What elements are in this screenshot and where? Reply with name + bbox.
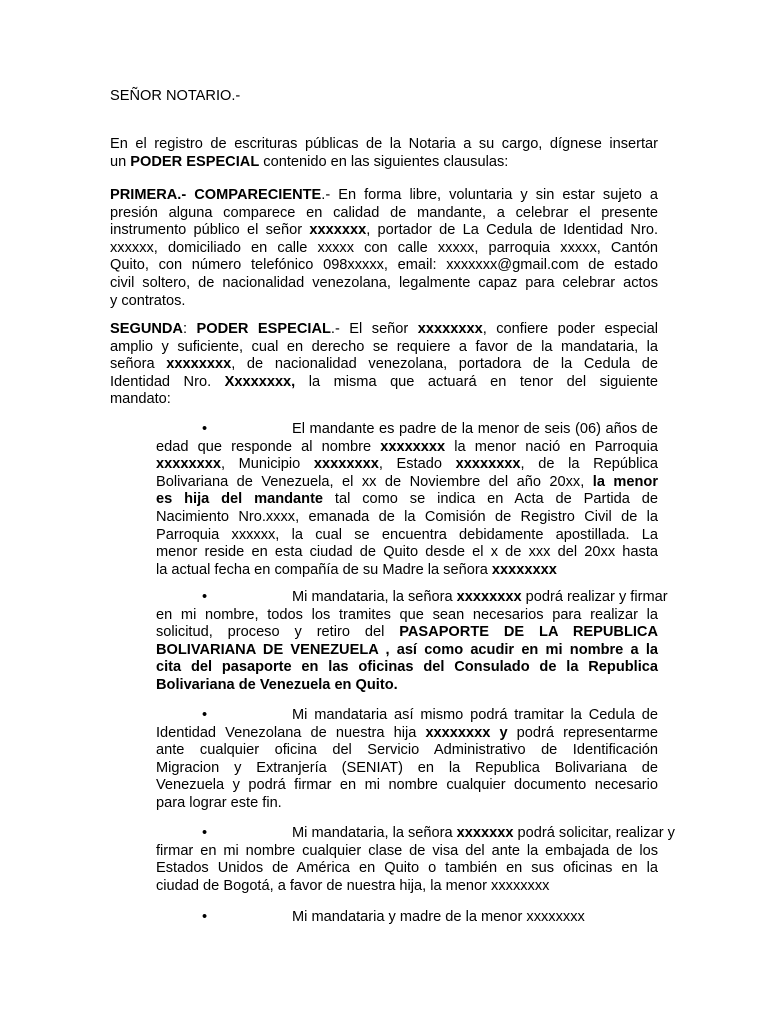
- heading: SEÑOR NOTARIO.-: [110, 88, 241, 104]
- text-run: y contratos.: [110, 292, 186, 309]
- text-run: Nacimiento Nro.xxxx, emanada de la Comisión de Registro Civil de la: [156, 508, 658, 525]
- text-line: [110, 257, 658, 275]
- bold-text: xxxxxxxx: [166, 356, 232, 373]
- text-run: , confiere poder especial: [482, 321, 659, 337]
- text-line: [156, 642, 658, 660]
- text-run: ante cualquier oficina del Servicio Administrativo de Identificación: [156, 742, 658, 759]
- text-line: [156, 474, 658, 492]
- bold-text: Xxxxxxxx,: [224, 373, 296, 390]
- text-line: [110, 374, 658, 392]
- text-run: Bolivariana de Venezuela, el xx de Noviembre del año 20xx,: [156, 473, 593, 490]
- text-run: tal como se indica en Acta de Partida de: [323, 491, 658, 508]
- text-line: [156, 760, 658, 778]
- text-run: Identidad Nro.: [110, 373, 225, 390]
- text-run: Mi mandataria así mismo podrá tramitar la Cedula de: [292, 707, 658, 723]
- text-line: [156, 843, 658, 861]
- bullet-item-2: [156, 589, 668, 695]
- text-line: [110, 136, 658, 154]
- text-line: [156, 707, 658, 725]
- bold-text: SEGUNDA: [110, 321, 183, 337]
- text-run: .- El señor: [330, 321, 418, 337]
- bold-text: Bolivariana de Venezuela en Quito.: [156, 676, 398, 693]
- bold-text: xxxxxxxx: [380, 438, 446, 455]
- bold-text: xxxxxxxx: [417, 321, 483, 337]
- text-run: Mi mandataria, la señora: [292, 825, 457, 841]
- text-line: [156, 878, 658, 896]
- text-run: Venezuela y podrá firmar en mi nombre cualquier documento necesario: [156, 777, 658, 794]
- bold-text: xxxxxxxx: [455, 456, 521, 473]
- text-run: xxxxxx, domiciliado en calle xxxxx con calle xxxxx, parroquia xxxxx, Cantón: [110, 239, 658, 256]
- text-run: la misma que actuará en tenor del siguiente: [295, 373, 658, 390]
- text-run: amplio y suficiente, cual en derecho se requiere a favor de la mandataria, la: [110, 338, 658, 355]
- text-line: [156, 677, 658, 695]
- text-run: En el registro de escrituras públicas de la Notaria a su cargo, dígnese insertar: [110, 136, 658, 152]
- bold-text: PRIMERA.- COMPARECIENTE: [110, 187, 322, 203]
- text-line: [110, 240, 658, 258]
- bold-text: xxxxxxxx: [313, 456, 379, 473]
- bold-text: xxxxxxxx: [456, 589, 522, 605]
- text-run: :: [182, 321, 197, 337]
- text-run: Identidad Venezolana de nuestra hija: [156, 724, 426, 741]
- text-run: ciudad de Bogotá, a favor de nuestra hija, la menor xxxxxxxx: [156, 877, 550, 894]
- text-run: Estados Unidos de América en Quito o también en sus oficinas en la: [156, 860, 658, 877]
- text-run: Migracion y Extranjería (SENIAT) en la Republica Bolivariana de: [156, 759, 658, 776]
- text-run: presión alguna comparece en calidad de mandante, a celebrar el presente: [110, 204, 658, 221]
- bold-text: la menor: [592, 473, 659, 490]
- text-run: un: [110, 153, 131, 170]
- bold-text: xxxxxxx: [456, 825, 514, 841]
- text-run: , de nacionalidad venezolana, portadora de la Cedula de: [231, 356, 658, 373]
- bold-text: PASAPORTE DE LA REPUBLICA: [399, 624, 658, 641]
- text-line: [110, 391, 658, 409]
- bold-text: cita del pasaporte en las oficinas del Consulado de la Republica: [156, 659, 658, 676]
- text-line: [156, 624, 658, 642]
- text-line: [156, 421, 658, 439]
- text-run: El mandante es padre de la menor de seis (06) años de: [292, 421, 658, 437]
- text-line: [156, 725, 658, 743]
- text-line: [156, 860, 658, 878]
- bold-text: PODER ESPECIAL: [130, 153, 260, 170]
- intro-paragraph: [110, 136, 658, 171]
- bullet-marker: •: [202, 589, 208, 605]
- bold-text: es hija del mandante: [156, 491, 324, 508]
- bullet-marker: •: [202, 825, 208, 841]
- bullet-marker: •: [202, 909, 208, 925]
- text-line: [156, 439, 658, 457]
- text-line: [110, 339, 658, 357]
- text-run: civil soltero, de nacionalidad venezolana, legalmente capaz para celebrar actos: [110, 274, 658, 291]
- text-run: contenido en las siguientes clausulas:: [259, 153, 509, 170]
- text-run: , Estado: [378, 456, 456, 473]
- text-line: [156, 659, 658, 677]
- bold-text: xxxxxxx: [309, 222, 367, 239]
- text-run: podrá realizar y firmar: [521, 589, 668, 605]
- text-line: [156, 795, 658, 813]
- text-run: podrá representarme: [507, 724, 659, 741]
- text-run: la actual fecha en compañía de su Madre la señora: [156, 561, 492, 578]
- text-run: para lograr este fin.: [156, 794, 282, 811]
- text-run: la menor nació en Parroquia: [445, 438, 658, 455]
- text-run: solicitud, proceso y retiro del: [156, 624, 400, 641]
- text-run: menor reside en esta ciudad de Quito desde el x de xxx del 20xx hasta: [156, 544, 658, 561]
- clause-primera: [110, 187, 658, 310]
- bold-text: xxxxxxxx y: [425, 724, 508, 741]
- text-line: [156, 491, 658, 509]
- text-line: [110, 154, 658, 172]
- bullet-item-4: [156, 825, 675, 895]
- text-line: [156, 456, 658, 474]
- text-line: [110, 293, 658, 311]
- text-line: [110, 205, 658, 223]
- text-line: [156, 777, 658, 795]
- clause-segunda: [110, 321, 658, 409]
- bold-text: PODER ESPECIAL: [196, 321, 331, 337]
- text-line: [156, 607, 658, 625]
- text-run: en mi nombre, todos los tramites que sean necesarios para realizar la: [156, 606, 658, 623]
- text-run: edad que responde al nombre: [156, 438, 381, 455]
- text-run: Quito, con número telefónico 098xxxxx, email: xxxxxxx@gmail.com de estado: [110, 257, 658, 274]
- text-line: [156, 742, 658, 760]
- text-run: .- En forma libre, voluntaria y sin estar sujeto a: [321, 187, 658, 203]
- text-line: [110, 275, 658, 293]
- text-run: podrá solicitar, realizar y: [513, 825, 675, 841]
- text-run: señora: [110, 356, 167, 373]
- text-line: [156, 562, 658, 580]
- text-line: [110, 222, 658, 240]
- text-run: , Municipio: [220, 456, 314, 473]
- text-run: Mi mandataria, la señora: [292, 589, 457, 605]
- text-line: [110, 356, 658, 374]
- text-run: , portador de La Cedula de Identidad Nro.: [366, 222, 658, 239]
- text-line: [110, 321, 658, 339]
- bullet-marker: •: [202, 421, 208, 437]
- bullet-item-1: [156, 421, 658, 579]
- text-run: Mi mandataria y madre de la menor xxxxxxxx: [292, 909, 585, 925]
- bullet-marker: •: [202, 707, 208, 723]
- text-run: , de la República: [520, 456, 658, 473]
- text-line: [110, 187, 658, 205]
- bold-text: BOLIVARIANA DE VENEZUELA , así como acudir en mi nombre a la: [156, 641, 658, 658]
- text-line: [156, 527, 658, 545]
- text-line: [156, 544, 658, 562]
- text-line: [156, 909, 658, 927]
- text-run: instrumento público el señor: [110, 222, 310, 239]
- bold-text: xxxxxxxx: [491, 561, 557, 578]
- text-run: firmar en mi nombre cualquier clase de visa del ante la embajada de los: [156, 842, 658, 859]
- text-run: Parroquia xxxxxx, la cual se encuentra debidamente apostillada. La: [156, 526, 658, 543]
- bullet-item-3: [156, 707, 658, 813]
- bold-text: xxxxxxxx: [156, 456, 221, 473]
- text-run: mandato:: [110, 391, 171, 408]
- text-line: [156, 509, 658, 527]
- bullet-item-5: [156, 909, 658, 927]
- text-line: [156, 825, 675, 843]
- text-line: [156, 589, 668, 607]
